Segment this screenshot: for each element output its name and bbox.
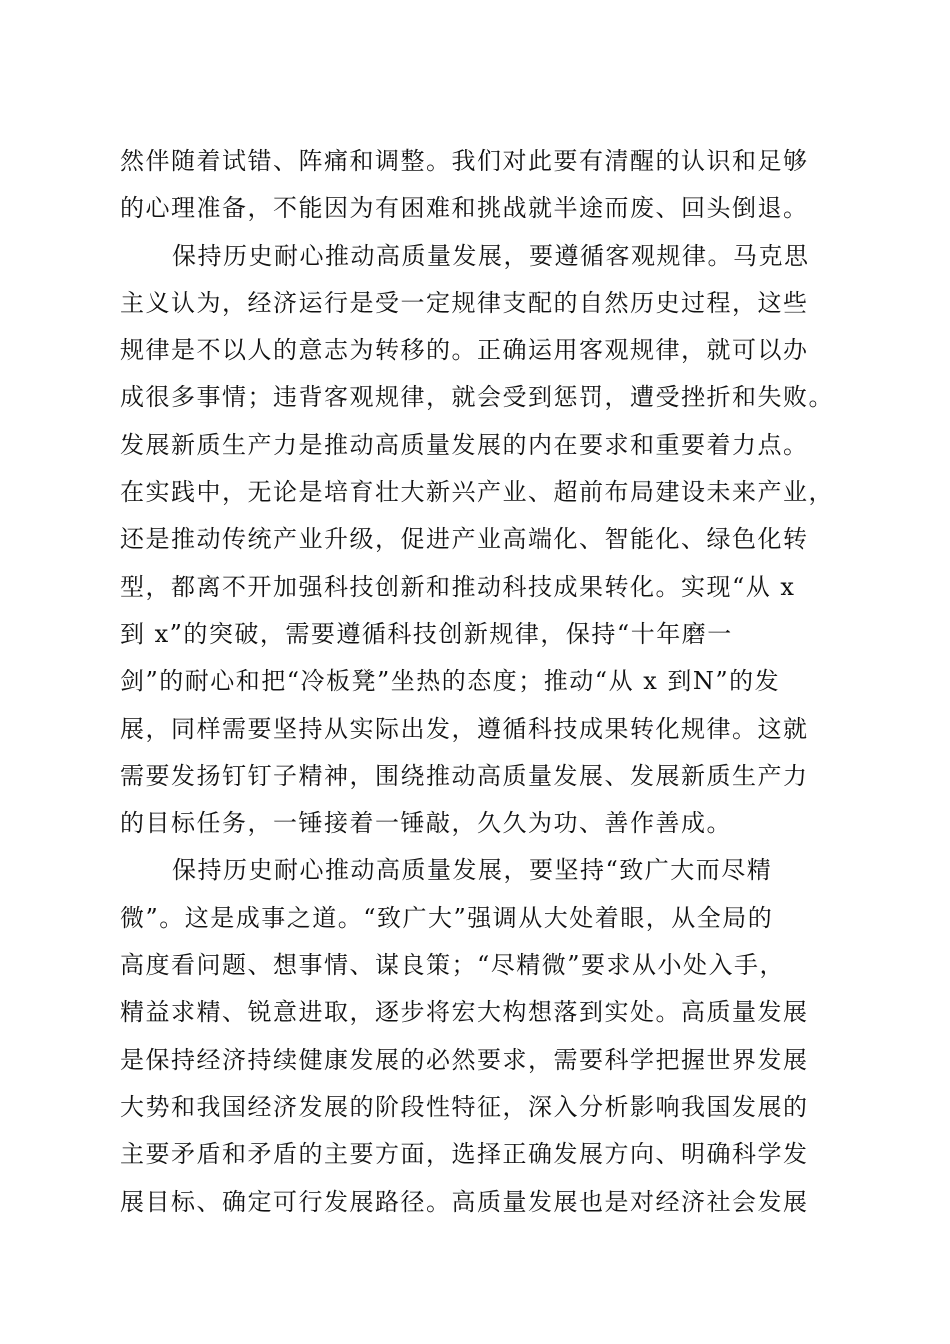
text-line: 然伴随着试错、阵痛和调整。我们对此要有清醒的认识和足够 [120,147,809,175]
text-line: 到 x”的突破，需要遵循科技创新规律，保持“十年磨一 [120,619,733,648]
text-line: 高度看问题、想事情、谋良策；“尽精微”要求从小处入手， [120,951,786,980]
text-line: 精益求精、锐意进取，逐步将宏大构想落到实处。高质量发展 [120,998,809,1027]
text-line: 展，同样需要坚持从实际出发，遵循科技成果转化规律。这就 [120,714,809,743]
text-line: 主义认为，经济运行是受一定规律支配的自然历史过程，这些 [120,288,809,317]
text-line: 在实践中，无论是培育壮大新兴产业、超前布局建设未来产业， [120,478,834,507]
text-line: 成很多事情；违背客观规律，就会受到惩罚，遭受挫折和失败。 [120,383,834,412]
text-line: 的目标任务，一锤接着一锤敲，久久为功、善作善成。 [120,809,732,838]
text-line: 剑”的耐心和把“冷板凳”坐热的态度；推动“从 x 到N”的发 [120,667,781,696]
text-line: 型，都离不开加强科技创新和推动科技成果转化。实现“从 x [120,572,796,601]
text-line: 规律是不以人的意志为转移的。正确运用客观规律，就可以办 [120,336,809,365]
text-line: 大势和我国经济发展的阶段性特征，深入分析影响我国发展的 [120,1092,809,1121]
text-line: 需要发扬钉钉子精神，围绕推动高质量发展、发展新质生产力 [120,761,809,790]
body-text [120,138,840,1226]
text-line: 还是推动传统产业升级，促进产业高端化、智能化、绿色化转 [120,525,809,554]
text-line: 主要矛盾和矛盾的主要方面，选择正确发展方向、明确科学发 [120,1140,809,1169]
paragraph-start-line: 保持历史耐心推动高质量发展，要坚持“致广大而尽精 [172,856,773,885]
text-line: 展目标、确定可行发展路径。高质量发展也是对经济社会发展 [120,1187,809,1216]
text-line: 的心理准备，不能因为有困难和挑战就半途而废、回头倒退。 [120,194,809,223]
text-line: 微”。这是成事之道。“致广大”强调从大处着眼，从全局的 [120,903,774,932]
text-line: 发展新质生产力是推动高质量发展的内在要求和重要着力点。 [120,430,809,459]
text-line: 是保持经济持续健康发展的必然要求，需要科学把握世界发展 [120,1045,809,1074]
paragraph-start-line: 保持历史耐心推动高质量发展，要遵循客观规律。马克思 [172,241,810,270]
